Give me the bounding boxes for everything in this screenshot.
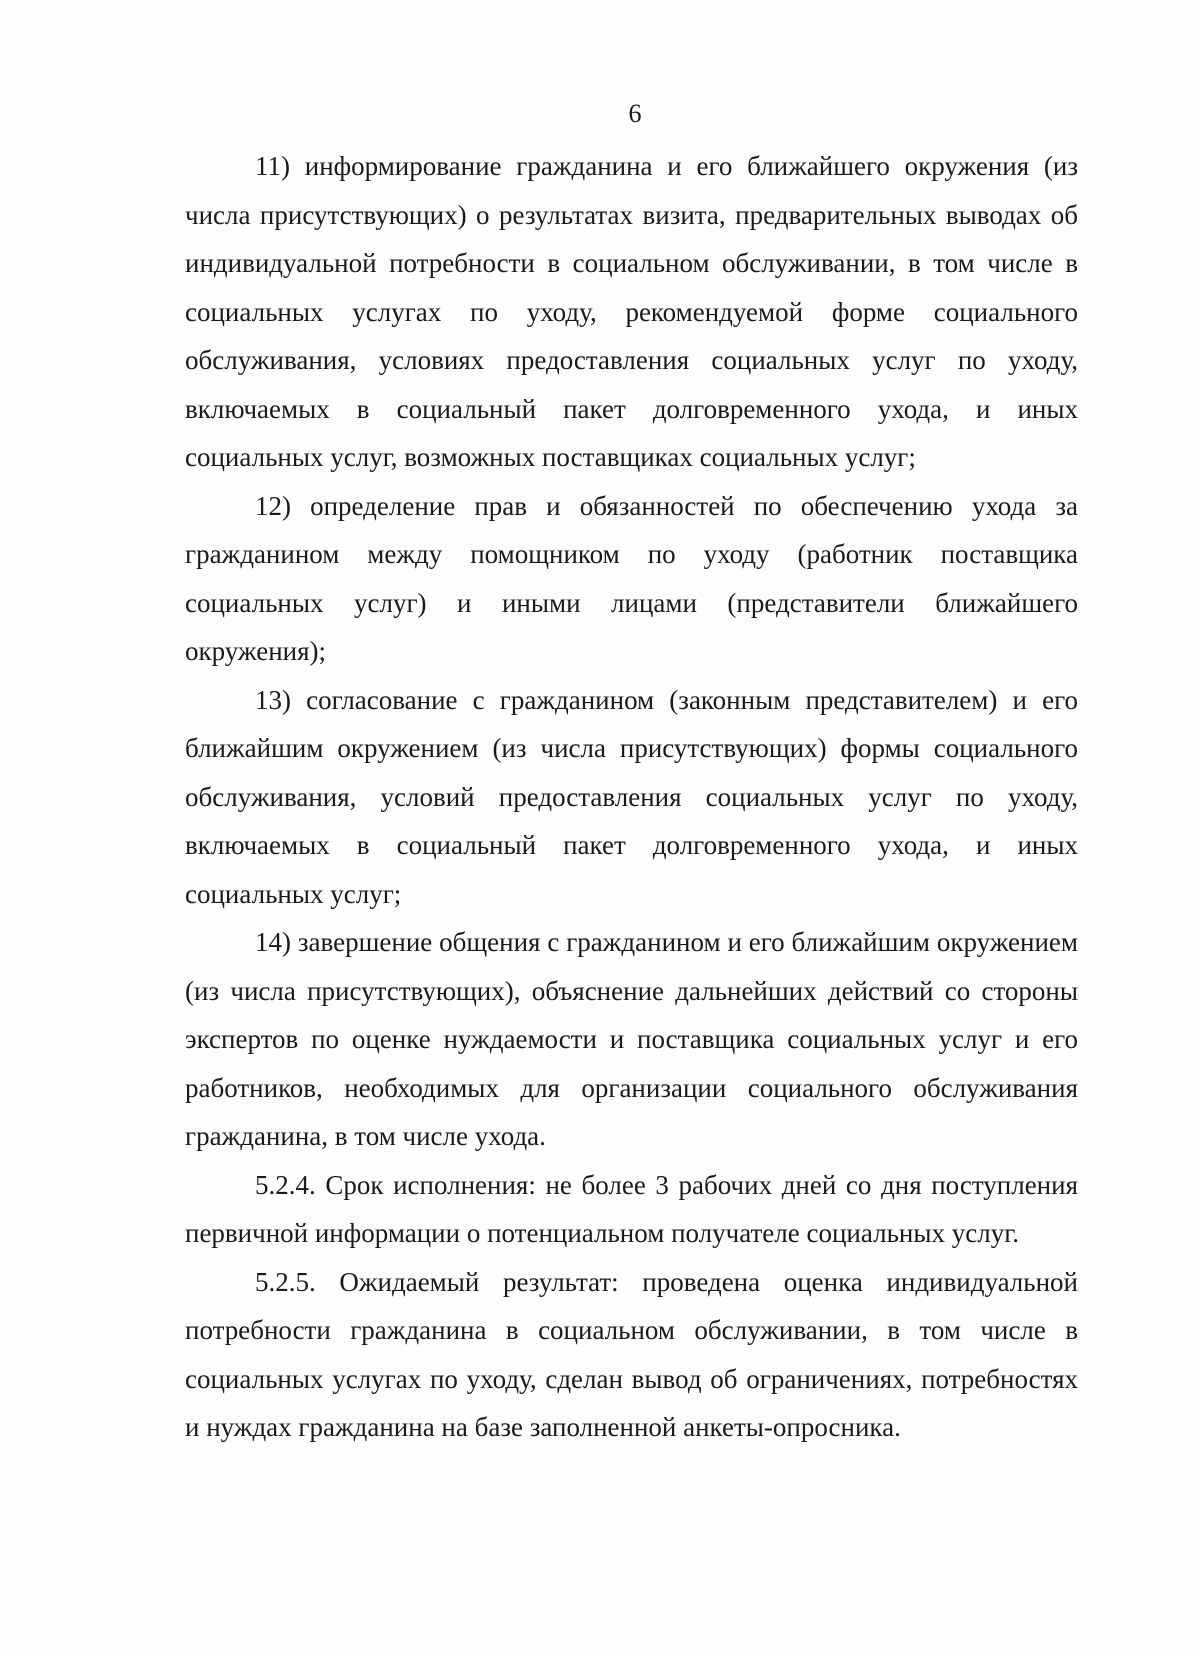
paragraph-item-12: 12) определение прав и обязанностей по обеспечению ухода за гражданином между помощником по уходу (работник поставщика социальных услуг) и иными лицами (представители ближайшего окружения);	[185, 490, 1078, 666]
paragraph-expected-result: 5.2.5. Ожидаемый результат: проведена оценка индивидуальной потребности гражданина в социальном обслуживании, в том числе в социальных услугах по уходу, сделан вывод об ограничениях, потребностях и нуждах гражданина на базе заполненной анкеты-опросника.	[185, 1266, 1078, 1442]
paragraph-deadline: 5.2.4. Срок исполнения: не более 3 рабочих дней со дня поступления первичной информации о потенциальном получателе социальных услуг.	[185, 1169, 1078, 1248]
paragraph-item-14: 14) завершение общения с гражданином и его ближайшим окружением (из числа присутствующих), объяснение дальнейших действий со стороны экспертов по оценке нуждаемости и поставщика социальных услуг и его работников, необходимых для организации социального обслуживания гражданина, в том числе ухода.	[185, 927, 1078, 1151]
paragraph-item-13: 13) согласование с гражданином (законным представителем) и его ближайшим окружением (из числа присутствующих) формы социального обслуживания, условий предоставления социальных услуг по уходу, включаемых в социальный пакет долговременного ухода, и иных социальных услуг;	[185, 684, 1078, 909]
document-body	[185, 142, 1078, 1452]
paragraph-item-11: 11) информирование гражданина и его ближайшего окружения (из числа присутствующих) о результатах визита, предварительных выводах об индивидуальной потребности в социальном обслуживании, в том числе в социальных услугах по уходу, рекомендуемой форме социального обслуживания, условиях предоставления социальных услуг по уходу, включаемых в социальный пакет долговременного ухода, и иных социальных услуг, возможных поставщиках социальных услуг;	[185, 151, 1078, 472]
page-number: 6	[628, 99, 642, 128]
